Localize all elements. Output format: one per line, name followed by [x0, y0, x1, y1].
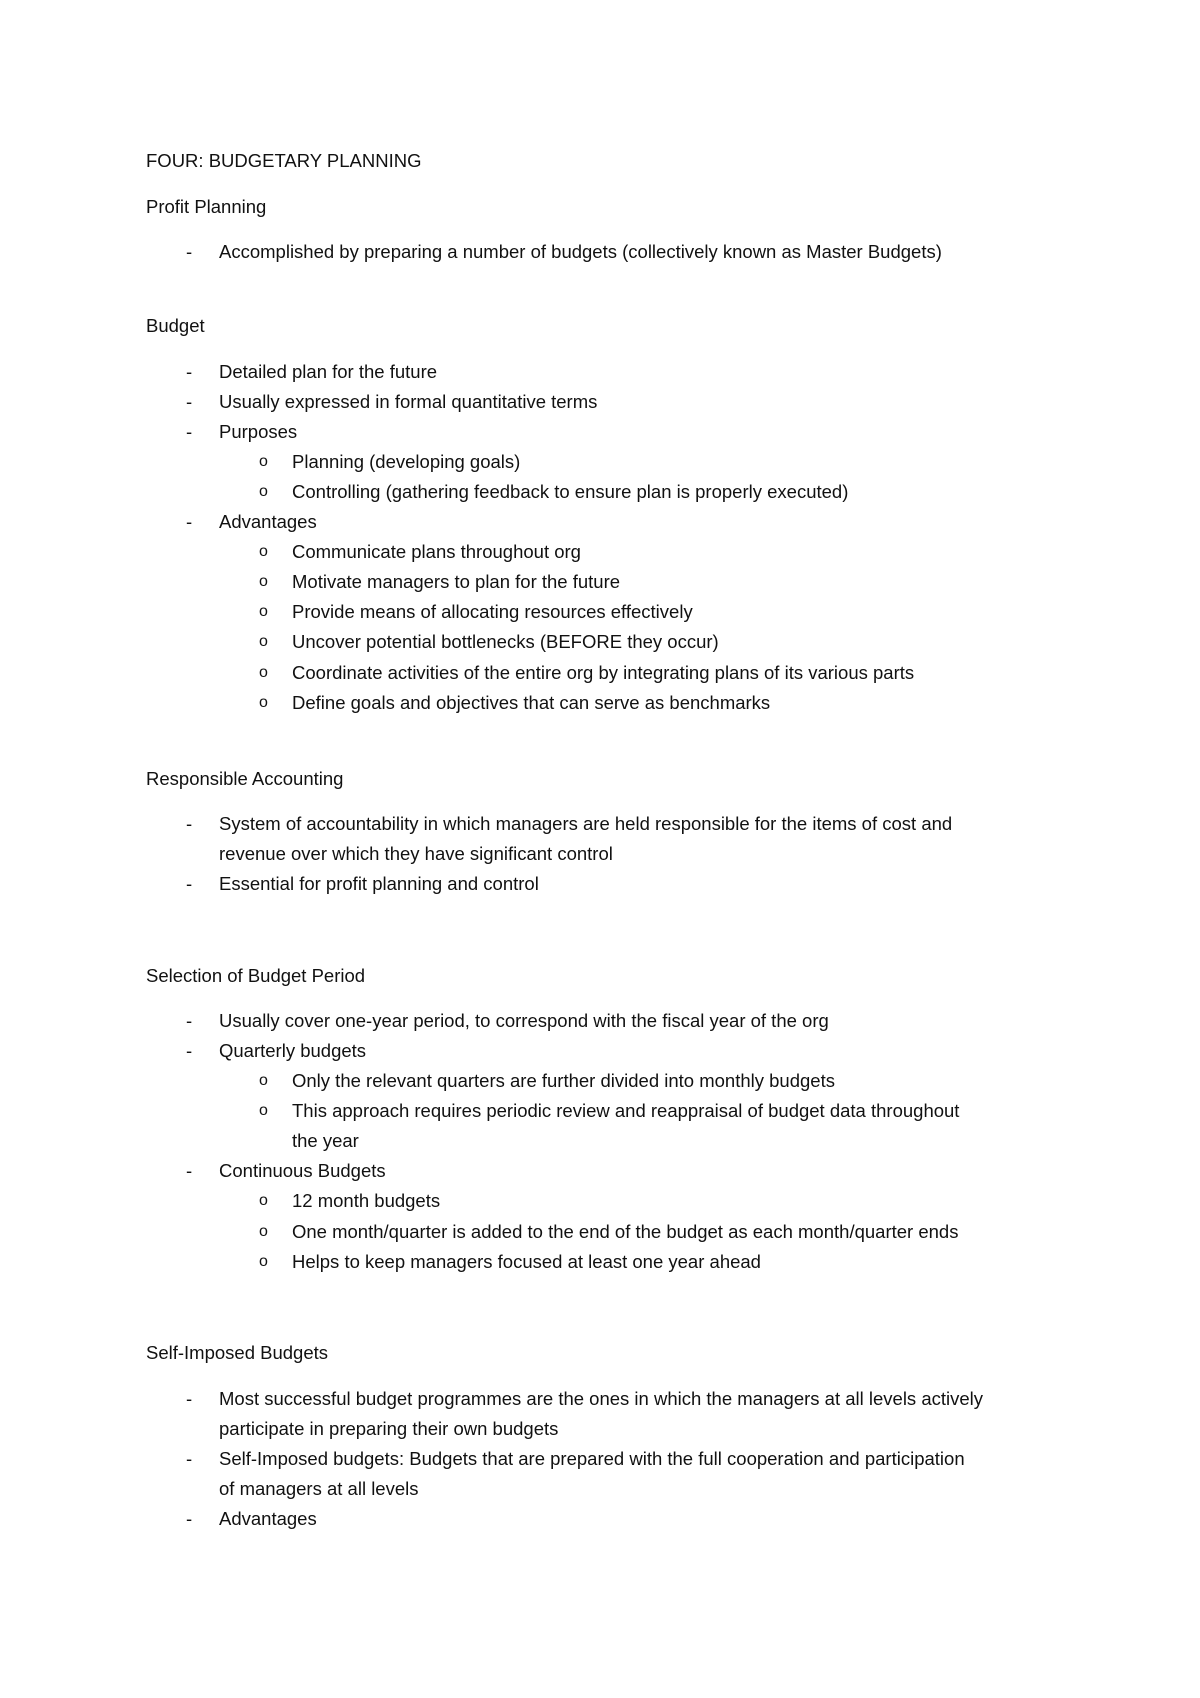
section-heading-responsible-accounting: Responsible Accounting	[146, 768, 344, 789]
sub-list-item: Coordinate activities of the entire org by integrating plans of its various parts	[292, 662, 915, 683]
list-item: Most successful budget programmes are the ones in which the managers at all levels actively	[219, 1388, 984, 1409]
list-item-continuation: of managers at all levels	[219, 1478, 419, 1499]
list-item: System of accountability in which managers are held responsible for the items of cost and	[219, 813, 953, 834]
list-item: Detailed plan for the future	[219, 361, 438, 382]
sub-list-item: Only the relevant quarters are further divided into monthly budgets	[292, 1070, 835, 1091]
sub-bullet: o	[259, 1102, 268, 1119]
section-heading-budget-period: Selection of Budget Period	[146, 965, 366, 986]
dash-bullet: -	[186, 241, 193, 262]
sub-list-item: Motivate managers to plan for the future	[292, 571, 621, 592]
list-item: Advantages	[219, 1508, 317, 1529]
sub-bullet: o	[259, 694, 268, 711]
list-item: Self-Imposed budgets: Budgets that are prepared with the full cooperation and participation	[219, 1448, 965, 1469]
sub-bullet: o	[259, 603, 268, 620]
list-item: Purposes	[219, 421, 298, 442]
dash-bullet: -	[186, 813, 193, 834]
dash-bullet: -	[186, 1160, 193, 1181]
list-item: Accomplished by preparing a number of budgets (collectively known as Master Budgets)	[219, 241, 942, 262]
dash-bullet: -	[186, 391, 193, 412]
sub-list-item: This approach requires periodic review and reappraisal of budget data throughout	[292, 1100, 960, 1121]
sub-list-item: One month/quarter is added to the end of the budget as each month/quarter ends	[292, 1221, 959, 1242]
dash-bullet: -	[186, 1040, 193, 1061]
list-item: Usually cover one-year period, to correspond with the fiscal year of the org	[219, 1010, 829, 1031]
sub-list-item: Uncover potential bottlenecks (BEFORE they occur)	[292, 631, 719, 652]
list-item: Continuous Budgets	[219, 1160, 386, 1181]
list-item-continuation: revenue over which they have significant control	[219, 843, 613, 864]
sub-list-item: Define goals and objectives that can serve as benchmarks	[292, 692, 771, 713]
dash-bullet: -	[186, 1508, 193, 1529]
section-heading-budget: Budget	[146, 315, 205, 336]
dash-bullet: -	[186, 1448, 193, 1469]
document-title: FOUR: BUDGETARY PLANNING	[146, 150, 422, 171]
sub-list-item: Controlling (gathering feedback to ensure plan is properly executed)	[292, 481, 849, 502]
sub-bullet: o	[259, 664, 268, 681]
section-heading-profit-planning: Profit Planning	[146, 196, 267, 217]
sub-bullet: o	[259, 633, 268, 650]
sub-bullet: o	[259, 483, 268, 500]
sub-list-item: Provide means of allocating resources effectively	[292, 601, 693, 622]
dash-bullet: -	[186, 873, 193, 894]
sub-bullet: o	[259, 1223, 268, 1240]
sub-list-item-continuation: the year	[292, 1130, 359, 1151]
sub-bullet: o	[259, 543, 268, 560]
list-item-continuation: participate in preparing their own budgets	[219, 1418, 559, 1439]
sub-bullet: o	[259, 573, 268, 590]
sub-list-item: Planning (developing goals)	[292, 451, 521, 472]
sub-list-item: Helps to keep managers focused at least one year ahead	[292, 1251, 761, 1272]
list-item: Usually expressed in formal quantitative terms	[219, 391, 598, 412]
list-item: Quarterly budgets	[219, 1040, 367, 1061]
sub-list-item: Communicate plans throughout org	[292, 541, 581, 562]
dash-bullet: -	[186, 421, 193, 442]
dash-bullet: -	[186, 511, 193, 532]
list-item: Advantages	[219, 511, 317, 532]
section-heading-self-imposed: Self-Imposed Budgets	[146, 1342, 329, 1363]
list-item: Essential for profit planning and control	[219, 873, 539, 894]
sub-bullet: o	[259, 1253, 268, 1270]
sub-bullet: o	[259, 1192, 268, 1209]
sub-bullet: o	[259, 1072, 268, 1089]
sub-list-item: 12 month budgets	[292, 1190, 441, 1211]
dash-bullet: -	[186, 361, 193, 382]
sub-bullet: o	[259, 453, 268, 470]
dash-bullet: -	[186, 1388, 193, 1409]
dash-bullet: -	[186, 1010, 193, 1031]
